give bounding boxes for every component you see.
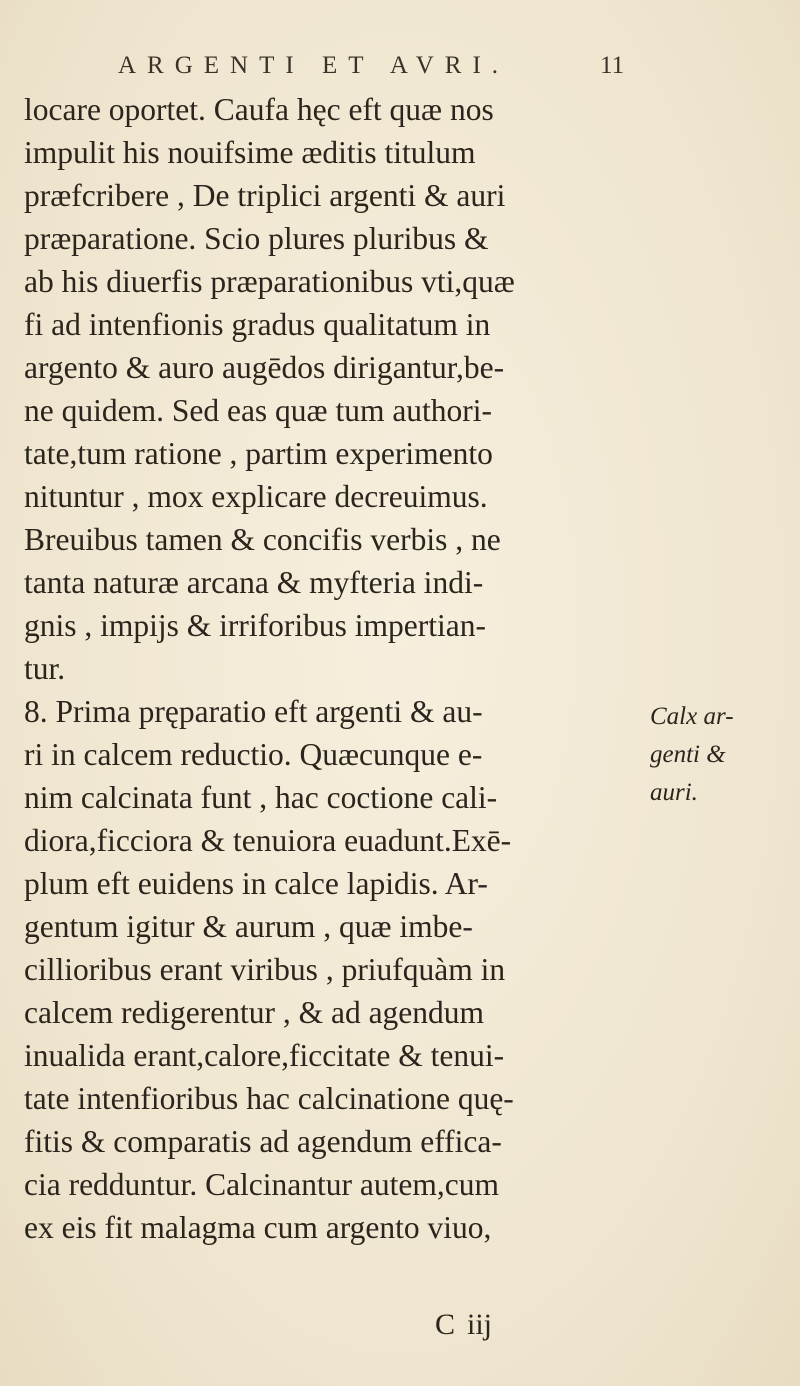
text-line: tate,tum ratione , partim experimento — [24, 436, 493, 471]
text-line: præparatione. Scio plures pluribus & — [24, 221, 489, 256]
text-line: præfcribere , De triplici argenti & auri — [24, 178, 506, 213]
text-line: plum eft euidens in calce lapidis. Ar- — [24, 866, 488, 901]
text-line: 8. Prima pręparatio eft argenti & au- — [24, 694, 483, 729]
text-line: calcem redigerentur , & ad agendum — [24, 995, 485, 1030]
text-line: Breuibus tamen & concifis verbis , ne — [24, 522, 501, 557]
text-line: ne quidem. Sed eas quæ tum authori- — [24, 393, 493, 428]
text-line: nituntur , mox explicare decreuimus. — [24, 479, 488, 514]
text-line: fi ad intenfionis gradus qualitatum in — [24, 307, 491, 342]
marginal-note-line: auri. — [650, 779, 698, 806]
signature-mark — [435, 1308, 492, 1342]
marginal-note-line: Calx ar- — [650, 703, 734, 730]
marginal-note — [650, 698, 800, 812]
text-line: tate intenfioribus hac calcinatione quę- — [24, 1081, 514, 1116]
page-number: 11 — [600, 52, 625, 79]
text-line: ri in calcem reductio. Quæcunque e- — [24, 737, 483, 772]
text-line: gentum igitur & aurum , quæ imbe- — [24, 909, 473, 944]
running-title: ARGENTI ET AVRI. — [118, 52, 510, 79]
text-line: cia redduntur. Calcinantur autem,cum — [24, 1167, 499, 1202]
text-line: tanta naturæ arcana & myfteria indi- — [24, 565, 484, 600]
text-line: ab his diuerfis præparationibus vti,quæ — [24, 264, 515, 299]
text-line: tur. — [24, 651, 66, 686]
text-line: cillioribus erant viribus , priufquàm in — [24, 952, 506, 987]
text-line: argento & auro augēdos dirigantur,be- — [24, 350, 505, 385]
text-line: impulit his nouifsime æditis titulum — [24, 135, 476, 170]
body-text — [24, 88, 644, 1249]
text-line: gnis , impijs & irriforibus impertian- — [24, 608, 486, 643]
text-line: inualida erant,calore,ficcitate & tenui- — [24, 1038, 505, 1073]
text-line: locare oportet. Caufa hęc eft quæ nos — [24, 92, 494, 127]
text-line: nim calcinata funt , hac coctione cali- — [24, 780, 498, 815]
text-line: fitis & comparatis ad agendum effica- — [24, 1124, 502, 1159]
signature-number: iij — [467, 1308, 493, 1341]
marginal-note-line: genti & — [650, 741, 726, 768]
signature-letter: C — [435, 1308, 456, 1341]
text-line: ex eis fit malagma cum argento viuo, — [24, 1210, 492, 1245]
text-line: diora,ficciora & tenuiora euadunt.Exē- — [24, 823, 512, 858]
